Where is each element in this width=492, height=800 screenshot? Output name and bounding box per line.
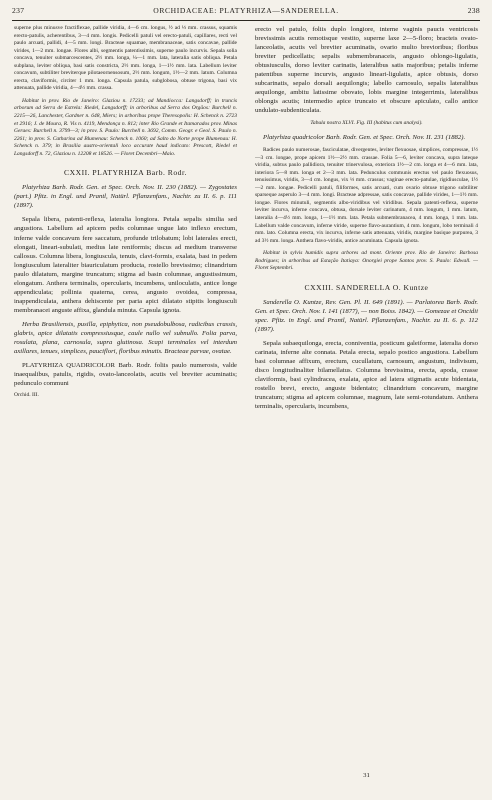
running-header [12, 6, 480, 20]
species-citation: Platyrhiza quadricolor Barb. Rodr. Gen. et Spec. Orch. Nov. II. 231 (1882). [263, 134, 466, 142]
right-page-number: 238 [467, 6, 480, 15]
signature-mark: Orchid. III. [14, 392, 39, 399]
species-diagnosis-start: PLATYRHIZA QUADRICOLOR Barb. Rodr. foliis paulo numerosis, valde inaequalibus, patulis, rigidis, ovato-lanceolatis, acutis vel breviter acuminatis; pedunculo communi [14, 362, 237, 388]
running-title: ORCHIDACEAE: PLATYRHIZA—SANDERELLA. [153, 6, 339, 15]
left-column [14, 25, 237, 795]
plate-reference: Tabula nostra XLVI. Fig. III (habitus cum analysi). [310, 120, 423, 127]
gathering-number: 31 [363, 772, 370, 779]
genus-heading-platyrhiza: CXXII. PLATYRHIZA Barb. Rodr. [64, 168, 187, 178]
left-page-number: 237 [12, 6, 25, 15]
species-description: Radices paulo numerosae, fasciculatae, divergentes, leviter flexuosae, simplices, compressae, 1½—3 cm. longae, prope apicem 1½—2½ mm. crassae. Folia 5—6, leviter concava, supra lateque viridia, subtus paulo pallidiora, tenuiter trinervulosa, exteriora 1½—2 cm. longa et 4—6 mm. lata, interiora 5—8 mm. longa et 2—3 mm. lata. Pedunculus communis erectus vel paulo flexuosus, tenuissimus, viridis, 3—4 cm. longus, vix ⅓ mm. crassus; vaginae erecto-patulae, rigidiusculae, 1½—2 mm. longae. Pedicelli patuli, filiformes, satis arcuati, cum ovario obtuse trigono subtiliter sparseque asperulo 3—4 mm. longi. Bracteae adpressae, satis concavae, pallide virides, 1—1½ mm. longae. Flores minutuli, segmentis albo-viridibus vel viridibus. Sepala patenti-reflexa, superne leviter incurva, inferne concava, obtusa, dorsale leviter carinatum, 4 mm. longum, 1 mm. latum, lateralia 4—4½ mm. longa, 1—1½ mm. lata. Petala submembranacea, 4 mm. longa, 1 mm. lata. Labellum valde concavum, inferne viride, superne flavo-aurantium, 4 mm. longum, lobo terminali 4 mm. lato. Columna erecta, vix incurva, inferne satis attenuata, viridis, margine basique purpurea, 3 ad 3½ mm. longa. Anthera flavo-viridis, antice acuminata. Capsula ignota. [255, 147, 478, 244]
genus-citation: Platyrhiza Barb. Rodr. Gen. et Spec. Orch. Nov. II. 230 (1882). — Zygostates (part.) Pfitz. in Engl. und Prantl, Natürl. Pflanzenfam., Nachtr. zu II. 6. p. 111 (1897). [14, 184, 237, 210]
genus-habit: Herba Brasiliensis, pusilla, epiphytica, non pseudobulbosa, radicibus crassis, glabris, apice dilatatis compressiusque, caule nullo vel subnullo. Folia parva, rosulata, plana, carnosula, supra glutinosa. Scapi terminales vel interdum axillares, tenues, simplices, pauciflori, floribus minutis. Bracteae parvae, ovatae. [14, 320, 237, 356]
habitat-paragraph: Habitat in prov. Rio de Janeiro: Glaziou n. 17233; ad Mandiocca: Langsdorff; in truncis arborum ad Serra de Estrela: Riedel, Langsdorff; in arboribus ad Serra dos Orgãos: Burchell n. 2215—26, Lanchester, Gardner n. 648, Miers; in arboribus prope Theresopolis: H. Schenck n. 2723 et 2916; J. de Moura, R. Vis n. 4119, Mendonça n. 812; inter Rio Grande et Itamarados prov. Minas Geraes: Burchell n. 3799—3; in prov. S. Paulo: Burchell n. 3692, Comm. Geogr. e Geol. S. Paulo n. 2261; in prov. S. Catharina ad Blumenau: Schenck n. 1060; ad Salto do Norte prope Blumenau: H. Schenck n. 379; in Brasilia austro-orientali loco accurate haud indicato: Prescott, Riedel et Langsdorff n. 72, Glaziou n. 12208 et 18526. — Floret Decembri—Maio. [14, 97, 237, 157]
genus-heading-sanderella: CXXIII. SANDERELLA O. Kuntze [304, 282, 429, 292]
description-continued: superne plus minusve fractiflexae, pallide viridia, 4—6 cm. longus, ½ ad ⅓ mm. crassus, squamis erecto-patulis, acherentibus, 3—4 mm. longis. Pedicelli patuli vel erecto-patuli, capillares, recti vel paulo arcuati, pallidi, 4—5 mm. longi. Bracteae squamae, membranaceae, satis concavae, pallide virides, 1—2 mm. longae. Flores albi, segmentis patentissimis, superne paulo incurvis. Sepala solia concava, tenuiter submarcescentes, 2½ mm. longa, ¼—1 mm. lata, lateralia satis obliqua. Petala subplana, leviter obliqua, basi satis constricta, 2½ mm. longa, 1—1½ mm. lata. Labellum leviter concavum, subtiliter breviterque pilotaeornensosum, 2½ mm. longum, 1½—2 mm. latum. Columna erecta, claviformis, circiter 1 mm. longa. Capsula patula, subglobosa, obtuse trigona, basi vix attenuata, pallide viridia, 4—4½ mm. crassa. [14, 25, 237, 92]
signature-line [14, 392, 237, 398]
right-column [255, 25, 478, 795]
header-rule [12, 20, 480, 21]
sanderella-citation: Sanderella O. Kuntze, Rev. Gen. Pl. II. 649 (1891). — Parlatorea Barb. Rodr. Gen. et Spec. Orch. Nov. I. 141 (1877), — non Boiss. 1842). — Gomezae et Oncidii spec. Pfitz. in Engl. und Prantl, Natürl. Pflanzenfam., Nachtr. zu II. 6. p. 112 (1897). [255, 298, 478, 333]
species-habitat: Habitat in sylvis humidis supra arbores ad mont. Oriente prov. Rio de Janeiro: Barbosa Rodrigues; in arboribus ad Estação Itatiaya: Onorgiei prope Santos prov. S. Paulo: Edwall. — Floret Septembri. [255, 250, 478, 272]
genus-description: Sepala libera, patenti-reflexa, lateralia longiora. Petala sepalis similia sed angustiora. Labellum ad apicem pedis columnae ungue lato inflexo erectum, inferne valde concavum fere saccatum, profunde trilobatum; lobi laterales erecti, elongati, lineari-subulati, medius late reniformis; discus ad medium transverse callosus. Columna libera, longiuscula, tenuis, clavi-formis, exalata, basi in pedem longiusculum lateraliter biauriculatum producta, rostello brevissimo; clinandrium paulo dilatatum, margine truncatum; stigma ad basin columnae, angustissimum, elongatum. Anthera terminalis, opercularis, incumbens, uniloculatis, antice longe appendiculata; pollinia quaterna, cerea, angusto ovoidea, compressa, inappendiculata, anthera dehiscente per paria apici dilatato stipitis longiusculi membranacei anguste affixa, glandula minuta. Capsula ignota. [14, 216, 237, 314]
species-diagnosis-continued: erecto vel patulo, foliis duplo longiore, interne vaginis paucis ventricosis brevissimis acutis remotisque vestito, superne laxe 2—5-floro; bracteis ovato-lanceolatis, acutis vel breviter acuminatis, ovario multo brevioribus; floribus breviter pedicellatis; sepalis submembranaceis, angusto oblongo-ligulatis, obtusiusculis, dorso leviter carinatis, lateralibus satis majoribus; petalis inferne patentibus superne incurvis, angusto lineari-ligulatis, apice obtusis, dorso subcarinatis, sepalo dorsali aequilongis; labello carnosulo, sepalis lateralibus aequilonge, ambitu latissime obovato, lobis margine integerrimis, lateralibus oblongis acutis; intermedio apice truncato et obscure apiculato, callo antice undulato-subdenticulata. [255, 26, 478, 115]
sanderella-description: Sepala subaequilonga, erecta, conniventia, posticum galeiforme, lateralia dorso carinata, inferne alte connata. Petala erecta, sepalo postico angustiora. Labellum basi columnae affixum, erectum, cucullatum, carnosum, angustum, indivisum, disco longitudinaliter bilamellatus. Columna brevissima, erecta, apoda, crasse claviformis, basi cylindracea, exalata, apice ad latera stigmatis acute bidentata, rostello brevi, erecto, anguste bidentato; clinandrium concavum, margine truncatum; stigma ad apicem columnae, magnum, late semi-rotundatum. Anthera terminalis, opercularis, incumbens, [255, 340, 478, 411]
